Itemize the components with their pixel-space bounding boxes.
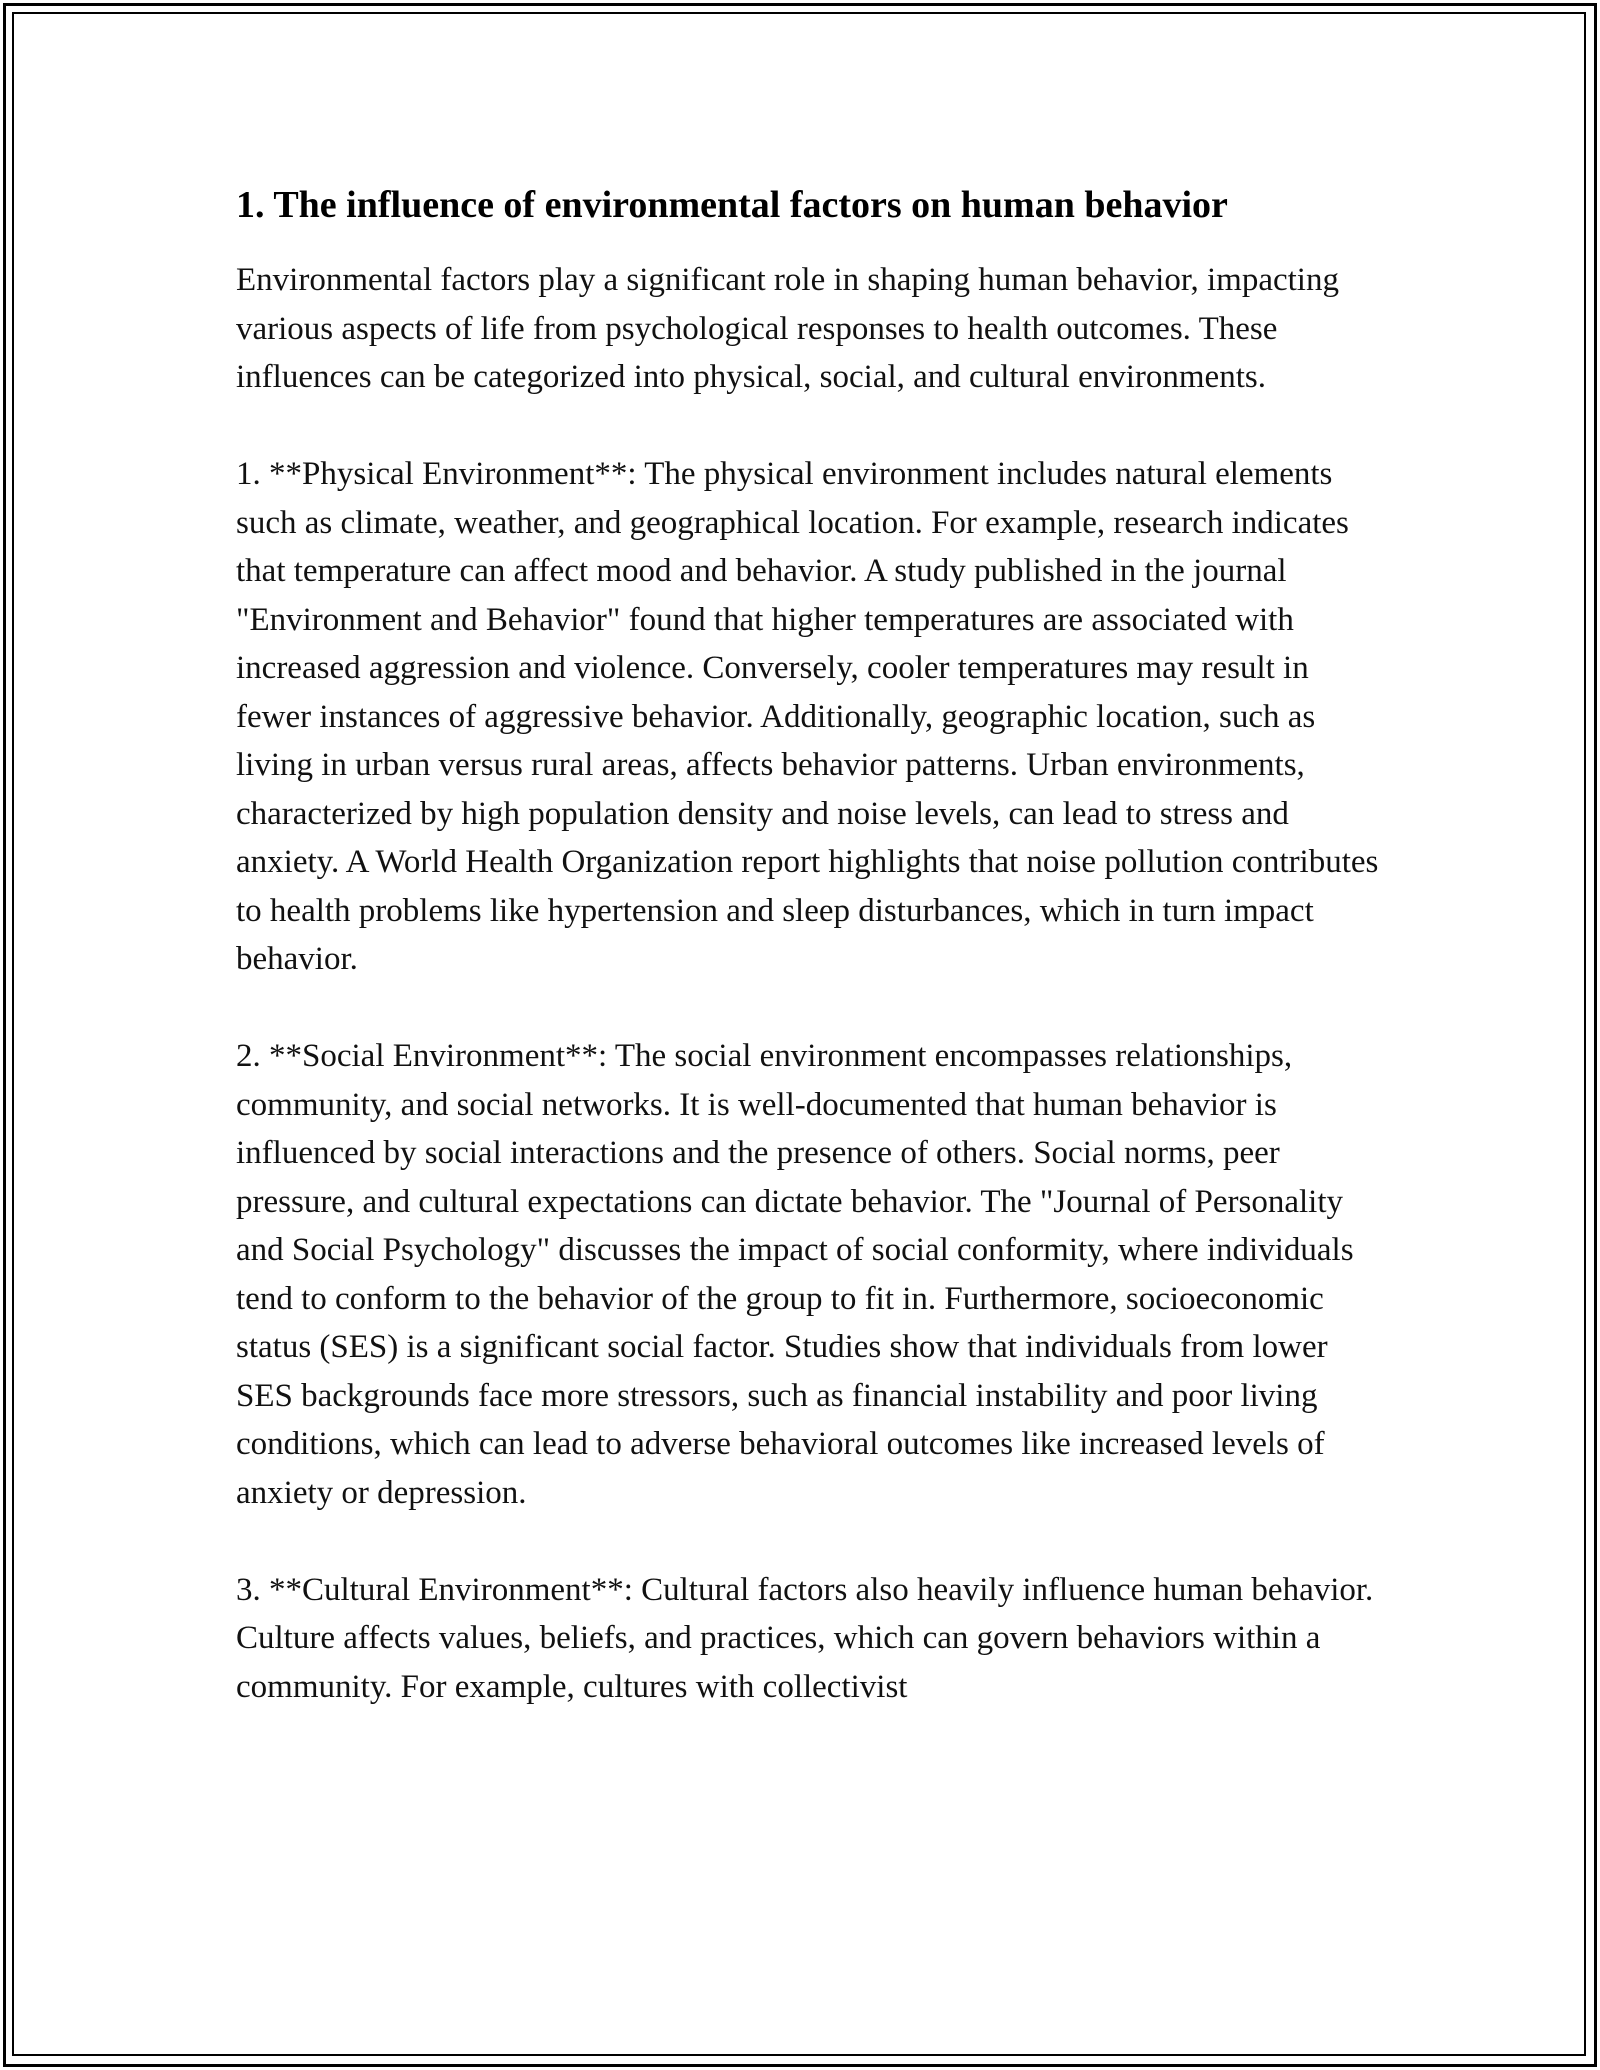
- social-environment-paragraph: 2. **Social Environment**: The social environment encompasses relationships, community, and social networks. It is well-documented that human behavior is influenced by social interactions and the presence of others. Social norms, peer pressure, and cultural expectations can dictate behavior. The "Journal of Personality and Social Psychology" discusses the impact of social conformity, where individuals tend to conform to the behavior of the group to fit in. Furthermore, socioeconomic status (SES) is a significant social factor. Studies show that individuals from lower SES backgrounds face more stressors, such as financial instability and poor living conditions, which can lead to adverse behavioral outcomes like increased levels of anxiety or depression.: [236, 1038, 1354, 1511]
- cultural-environment-paragraph: 3. **Cultural Environment**: Cultural factors also heavily influence human behavior. Culture affects values, beliefs, and practices, which can govern behaviors within a community. For example, cultures with collectivist: [236, 1571, 1374, 1705]
- section-heading: 1. The influence of environmental factors on human behavior: [236, 184, 1228, 226]
- physical-environment-paragraph: 1. **Physical Environment**: The physical environment includes natural elements such as climate, weather, and geographical location. For example, research indicates that temperature can affect mood and behavior. A study published in the journal "Environment and Behavior" found that higher temperatures are associated with increased aggression and violence. Conversely, cooler temperatures may result in fewer instances of aggressive behavior. Additionally, geographic location, such as living in urban versus rural areas, affects behavior patterns. Urban environments, characterized by high population density and noise levels, can lead to stress and anxiety. A World Health Organization report highlights that noise pollution contributes to health problems like hypertension and sleep disturbances, which in turn impact behavior.: [236, 456, 1379, 977]
- document-body: [236, 180, 1386, 1711]
- intro-paragraph: Environmental factors play a significant role in shaping human behavior, impacting various aspects of life from psychological responses to health outcomes. These influences can be categorized into physical, social, and cultural environments.: [236, 262, 1339, 395]
